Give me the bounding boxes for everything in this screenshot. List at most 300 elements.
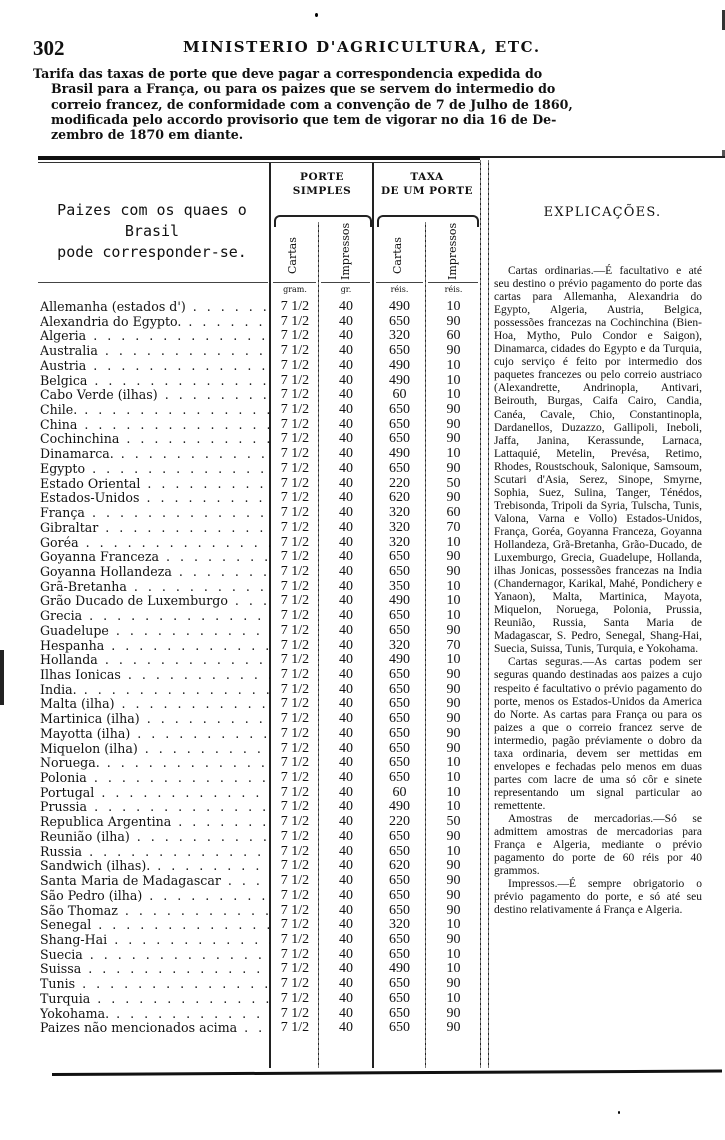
porte-impressos-cell: 40 (339, 990, 353, 1006)
ink-speck (315, 13, 318, 17)
taxa-impressos-cell: 90 (446, 667, 461, 682)
porte-impressos-cell: 40 (339, 490, 353, 506)
porte-impressos-cell: 40 (339, 593, 353, 609)
column-divider-dotted (488, 160, 489, 1068)
taxa-cartas-cell: 650 (389, 681, 410, 697)
header-line: DE UM PORTE (380, 185, 474, 197)
country-name: Estado Oriental . . . (40, 476, 270, 491)
porte-cartas-cell: 7 1/2 (280, 931, 310, 947)
taxa-de-um-porte-header (374, 170, 480, 198)
country-name: Russia . . . (40, 844, 270, 859)
porte-impressos-cell: 40 (339, 843, 353, 859)
porte-cartas-cell: 7 1/2 (280, 917, 310, 933)
table-row (0, 799, 480, 814)
porte-cartas-cell: 7 1/2 (280, 608, 310, 624)
taxa-impressos-cell: 70 (446, 519, 461, 535)
table-row (0, 358, 480, 373)
header-separator (273, 282, 316, 283)
taxa-impressos-cell: 90 (446, 681, 461, 697)
taxa-impressos-cell: 90 (446, 902, 461, 918)
taxa-cartas-cell: 490 (389, 652, 410, 668)
taxa-impressos-cell: 90 (446, 931, 461, 947)
taxa-cartas-cell: 650 (389, 402, 410, 418)
paragraph-lead: Amostras de mercadorias. (508, 812, 654, 825)
table-row (0, 638, 480, 653)
table-row (0, 947, 480, 962)
porte-impressos-cell: 40 (339, 387, 353, 403)
header-separator (428, 282, 478, 283)
table-row (0, 932, 480, 947)
porte-cartas-cell: 7 1/2 (280, 593, 310, 609)
paragraph-text: —É facultativo e até seu destino o prévio pagamento do porte das cartas para Allemanha, Alexandria do Egypto, Algeria, Austria, Belgica, possessões francezas na Cochinchina (Bien-Hoa, Mytho, Pulo Condor e Saigon), Dinamarca, cidades do Egypto e da Turquia, cujo serviço é feito por intermedio dos paquetes francezes ou pelo correio austriaco (Alexandrette, Andrinopla, Antivari, Beirouth, Burgas, Caifa Cairo, Candia, Canéa, Cavale, Chio, Constantinopla, Dardanellos, Duzazzo, Gallipoli, Ineboli, Jaffa, Janina, Kerassunde, Larnaca, Lattaquié, Metelin, Prevésa, Retimo, Rhodes, Roustschouk, Salonique, Samsoum, Scutari d'Asia, Serez, Sinope, Smyrne, Sophia, Suez, Sulina, Tanger, Ténédos, Trebisonda, Tripoli da Syria, Tulscha, Tunis, Valona, Varna e Vollo) Estados-Unidos, França, Goréa, Goyanna Franceza, Goyanna Hollandeza, Grã-Bretanha, Grão-Ducado, de Luxemburgo, Grecia, Guadelupe, Hollanda, ilhas Jonicas, possessões francezas na India (Chandernagor, Karikal, Mahé, Pondichery e Yanaon), Malta, Martinica, Mayota, Miquelon, Noruega, Polonia, Prussia, Reunião, Russia, Santa Maria de Madagascar, S. Pedro, Senegal, Shang-Hai, Suecia, Suissa, Tunis, Turquia, e Yokohama. (494, 265, 702, 656)
porte-impressos-cell: 40 (339, 961, 353, 977)
porte-cartas-cell: 7 1/2 (280, 976, 310, 992)
porte-impressos-cell: 40 (339, 534, 353, 550)
porte-cartas-cell: 7 1/2 (280, 637, 310, 653)
country-name: Cochinchina . . . (40, 431, 270, 446)
table-row (0, 387, 480, 402)
porte-cartas-cell: 7 1/2 (280, 887, 310, 903)
porte-impressos-cell: 40 (339, 328, 353, 344)
table-row (0, 903, 480, 918)
table-row (0, 652, 480, 667)
table-row (0, 417, 480, 432)
porte-cartas-cell: 7 1/2 (280, 622, 310, 638)
country-name: Austria . . . (40, 358, 270, 373)
taxa-cartas-cell: 490 (389, 372, 410, 388)
table-row (0, 402, 480, 417)
taxa-cartas-cell: 650 (389, 431, 410, 447)
taxa-impressos-cell: 90 (446, 402, 461, 418)
taxa-cartas-cell: 650 (389, 828, 410, 844)
table-row (0, 873, 480, 888)
taxa-cartas-cell: 320 (389, 917, 410, 933)
taxa-impressos-cell: 90 (446, 976, 461, 992)
table-row (0, 814, 480, 829)
country-name: Portugal . . . (40, 785, 270, 800)
porte-impressos-cell: 40 (339, 917, 353, 933)
taxa-impressos-cell: 10 (446, 990, 461, 1006)
country-name: Senegal . . . (40, 917, 270, 932)
title-line: Brasil para a França, ou para os paizes que se servem do intermedio do (51, 81, 556, 97)
porte-impressos-cell: 40 (339, 416, 353, 432)
country-name: Hespanha . . . (40, 638, 270, 653)
table-row (0, 520, 480, 535)
country-name: Suecia . . . (40, 947, 270, 962)
taxa-cartas-cell: 490 (389, 299, 410, 314)
country-name: São Pedro (ilha) . . . (40, 888, 270, 903)
taxa-cartas-cell: 60 (392, 784, 407, 800)
taxa-impressos-cell: 90 (446, 740, 461, 756)
porte-impressos-cell: 40 (339, 711, 353, 727)
taxa-cartas-cell: 650 (389, 563, 410, 579)
porte-cartas-cell: 7 1/2 (280, 372, 310, 388)
table-row (0, 770, 480, 785)
taxa-cartas-cell: 490 (389, 446, 410, 462)
page-number: 302 (33, 36, 65, 60)
table-row (0, 299, 480, 314)
table-bottom-rule (52, 1069, 722, 1076)
taxa-impressos-cell: 90 (446, 873, 461, 889)
porte-impressos-cell: 40 (339, 608, 353, 624)
unit-label: réis. (444, 285, 463, 294)
taxa-impressos-cell: 90 (446, 490, 461, 506)
paragraph-lead: Cartas seguras. (508, 656, 583, 669)
porte-cartas-cell: 7 1/2 (280, 770, 310, 786)
country-name: Goyanna Franceza . . . (40, 549, 270, 564)
unit-label: gram. (283, 285, 307, 294)
taxa-impressos-cell: 10 (446, 843, 461, 859)
table-row (0, 564, 480, 579)
table-title (33, 66, 705, 142)
title-line: correio francez, de conformidade com a convenção de 7 de Julho de 1860, (51, 96, 573, 112)
country-name: Polonia . . . (40, 770, 270, 785)
taxa-cartas-cell: 650 (389, 622, 410, 638)
country-name: Grã-Bretanha . . . (40, 579, 270, 594)
porte-impressos-cell: 40 (339, 902, 353, 918)
porte-cartas-cell: 7 1/2 (280, 1005, 310, 1021)
country-name: Cabo Verde (ilhas) . . . (40, 387, 270, 402)
running-head: MINISTERIO D'AGRICULTURA, ETC. (183, 38, 541, 56)
column-header-cartas: Cartas (286, 237, 299, 275)
country-name: Noruega. . . . (40, 755, 270, 770)
taxa-impressos-cell: 60 (446, 505, 461, 521)
table-row (0, 476, 480, 491)
header-line: SIMPLES (292, 185, 352, 197)
country-name: Gibraltar . . . (40, 520, 270, 535)
explicacoes-text (494, 265, 702, 917)
taxa-impressos-cell: 90 (446, 1020, 461, 1036)
table-row (0, 431, 480, 446)
porte-cartas-cell: 7 1/2 (280, 505, 310, 521)
taxa-impressos-cell: 90 (446, 460, 461, 476)
porte-impressos-cell: 40 (339, 313, 353, 329)
taxa-impressos-cell: 10 (446, 608, 461, 624)
porte-cartas-cell: 7 1/2 (280, 696, 310, 712)
taxa-impressos-cell: 10 (446, 755, 461, 771)
table-row (0, 505, 480, 520)
country-name: Guadelupe . . . (40, 623, 270, 638)
porte-cartas-cell: 7 1/2 (280, 299, 310, 314)
country-name: Australia . . . (40, 343, 270, 358)
porte-cartas-cell: 7 1/2 (280, 460, 310, 476)
ink-speck (618, 1111, 620, 1114)
table-row (0, 888, 480, 903)
title-line: Tarifa das taxas de porte que deve pagar a correspondencia expedida do (33, 66, 543, 81)
porte-cartas-cell: 7 1/2 (280, 402, 310, 418)
country-name: India. . . . (40, 682, 270, 697)
taxa-impressos-cell: 60 (446, 328, 461, 344)
taxa-impressos-cell: 10 (446, 372, 461, 388)
taxa-cartas-cell: 650 (389, 696, 410, 712)
taxa-cartas-cell: 650 (389, 549, 410, 565)
country-name: Grecia . . . (40, 608, 270, 623)
country-name: Goréa . . . (40, 535, 270, 550)
column-header-impressos: Impressos (339, 222, 352, 280)
taxa-impressos-cell: 90 (446, 725, 461, 741)
taxa-impressos-cell: 10 (446, 784, 461, 800)
porte-cartas-cell: 7 1/2 (280, 446, 310, 462)
porte-cartas-cell: 7 1/2 (280, 328, 310, 344)
porte-cartas-cell: 7 1/2 (280, 416, 310, 432)
country-name: Allemanha (estados d') . . . (40, 299, 270, 314)
header-separator (321, 282, 370, 283)
taxa-cartas-cell: 650 (389, 313, 410, 329)
porte-impressos-cell: 40 (339, 622, 353, 638)
porte-impressos-cell: 40 (339, 946, 353, 962)
taxa-cartas-cell: 60 (392, 387, 407, 403)
porte-cartas-cell: 7 1/2 (280, 490, 310, 506)
taxa-cartas-cell: 320 (389, 519, 410, 535)
porte-impressos-cell: 40 (339, 549, 353, 565)
country-name: Chile. . . . (40, 402, 270, 417)
porte-cartas-cell: 7 1/2 (280, 799, 310, 815)
taxa-cartas-cell: 650 (389, 931, 410, 947)
porte-cartas-cell: 7 1/2 (280, 873, 310, 889)
country-name: Tunis . . . (40, 976, 270, 991)
paragraph-lead: Impressos. (508, 878, 558, 891)
porte-cartas-cell: 7 1/2 (280, 681, 310, 697)
taxa-cartas-cell: 650 (389, 416, 410, 432)
table-row (0, 726, 480, 741)
country-name: Malta (ilha) . . . (40, 696, 270, 711)
taxa-cartas-cell: 320 (389, 534, 410, 550)
table-top-rule-thin (38, 162, 480, 163)
taxa-cartas-cell: 220 (389, 814, 410, 830)
porte-impressos-cell: 40 (339, 873, 353, 889)
table-row (0, 961, 480, 976)
taxa-impressos-cell: 90 (446, 416, 461, 432)
table-row (0, 844, 480, 859)
porte-cartas-cell: 7 1/2 (280, 902, 310, 918)
porte-impressos-cell: 40 (339, 299, 353, 314)
porte-cartas-cell: 7 1/2 (280, 740, 310, 756)
porte-impressos-cell: 40 (339, 828, 353, 844)
taxa-impressos-cell: 70 (446, 637, 461, 653)
country-name: Paizes não mencionados acima . . . (40, 1020, 270, 1035)
taxa-cartas-cell: 490 (389, 357, 410, 373)
table-row (0, 549, 480, 564)
header-line: pode corresponder-se. (57, 243, 247, 261)
paragraph-text: —As cartas podem ser seguras quando destinadas aos paizes a cujo respeito é facultativo o prévio pagamento do porte, menos os Estados-Unidos da America do Norte. As cartas para França ou para os paizes a que o correio francez serve de intermedio, pagão préviamente o dobro da taxa ordinaria, devem ser mettidas em envelopes e fechadas pelo menos em duas partes com lacre de uma só côr e sinete representando um signal particular ao remettente. (494, 656, 702, 812)
porte-cartas-cell: 7 1/2 (280, 784, 310, 800)
porte-cartas-cell: 7 1/2 (280, 534, 310, 550)
explicacoes-top-rule (480, 156, 725, 158)
taxa-cartas-cell: 650 (389, 1005, 410, 1021)
porte-cartas-cell: 7 1/2 (280, 1020, 310, 1036)
country-name: Santa Maria de Madagascar . . . (40, 873, 270, 888)
column-header-impressos: Impressos (446, 222, 459, 280)
porte-cartas-cell: 7 1/2 (280, 858, 310, 874)
porte-impressos-cell: 40 (339, 1020, 353, 1036)
taxa-impressos-cell: 90 (446, 431, 461, 447)
taxa-cartas-cell: 220 (389, 475, 410, 491)
taxa-impressos-cell: 10 (446, 357, 461, 373)
porte-impressos-cell: 40 (339, 637, 353, 653)
taxa-cartas-cell: 650 (389, 1020, 410, 1036)
header-brace (377, 215, 479, 227)
country-name: Alexandria do Egypto. . . . (40, 314, 270, 329)
country-name: Algeria . . . (40, 328, 270, 343)
explicacoes-paragraph (494, 813, 702, 878)
table-row (0, 608, 480, 623)
porte-impressos-cell: 40 (339, 1005, 353, 1021)
country-name: Goyanna Hollandeza . . . (40, 564, 270, 579)
taxa-impressos-cell: 10 (446, 652, 461, 668)
header-line: Paizes com os quaes o Brasil (57, 201, 247, 240)
header-line: TAXA (410, 171, 444, 183)
porte-impressos-cell: 40 (339, 696, 353, 712)
table-row (0, 579, 480, 594)
taxa-impressos-cell: 90 (446, 887, 461, 903)
table-row (0, 461, 480, 476)
taxa-cartas-cell: 650 (389, 946, 410, 962)
taxa-cartas-cell: 320 (389, 328, 410, 344)
porte-cartas-cell: 7 1/2 (280, 990, 310, 1006)
taxa-impressos-cell: 10 (446, 593, 461, 609)
table-row (0, 741, 480, 756)
taxa-impressos-cell: 10 (446, 578, 461, 594)
table-row (0, 682, 480, 697)
country-name: Suissa . . . (40, 961, 270, 976)
porte-cartas-cell: 7 1/2 (280, 828, 310, 844)
table-row (0, 785, 480, 800)
porte-cartas-cell: 7 1/2 (280, 387, 310, 403)
taxa-impressos-cell: 10 (446, 387, 461, 403)
explicacoes-title: EXPLICAÇÕES. (543, 205, 662, 220)
taxa-cartas-cell: 650 (389, 608, 410, 624)
taxa-impressos-cell: 90 (446, 711, 461, 727)
taxa-cartas-cell: 620 (389, 490, 410, 506)
porte-cartas-cell: 7 1/2 (280, 652, 310, 668)
porte-cartas-cell: 7 1/2 (280, 475, 310, 491)
title-line: modificada pelo accordo provisorio que tem de vigorar no dia 16 de De- (51, 111, 557, 127)
paragraph-lead: Cartas ordinarias. (508, 265, 594, 277)
porte-impressos-cell: 40 (339, 446, 353, 462)
table-row (0, 535, 480, 550)
country-name: Belgica . . . (40, 373, 270, 388)
explicacoes-paragraph (494, 265, 702, 656)
porte-impressos-cell: 40 (339, 667, 353, 682)
title-line: zembro de 1870 em diante. (51, 127, 244, 143)
taxa-cartas-cell: 320 (389, 505, 410, 521)
taxa-cartas-cell: 650 (389, 755, 410, 771)
header-brace (274, 215, 372, 227)
taxa-impressos-cell: 10 (446, 446, 461, 462)
country-name: Sandwich (ilhas). . . . (40, 858, 270, 873)
taxa-impressos-cell: 10 (446, 770, 461, 786)
porte-impressos-cell: 40 (339, 343, 353, 359)
table-row (0, 711, 480, 726)
taxa-cartas-cell: 650 (389, 902, 410, 918)
country-name: França . . . (40, 505, 270, 520)
table-row (0, 991, 480, 1006)
table-row (0, 446, 480, 461)
porte-simples-header (272, 170, 372, 198)
porte-impressos-cell: 40 (339, 460, 353, 476)
country-name: Grão Ducado de Luxemburgo . . . (40, 593, 270, 608)
porte-cartas-cell: 7 1/2 (280, 431, 310, 447)
porte-impressos-cell: 40 (339, 858, 353, 874)
porte-impressos-cell: 40 (339, 799, 353, 815)
country-name: Prussia . . . (40, 799, 270, 814)
taxa-cartas-cell: 620 (389, 858, 410, 874)
porte-cartas-cell: 7 1/2 (280, 549, 310, 565)
porte-cartas-cell: 7 1/2 (280, 667, 310, 682)
table-row (0, 755, 480, 770)
taxa-cartas-cell: 650 (389, 711, 410, 727)
porte-impressos-cell: 40 (339, 740, 353, 756)
porte-impressos-cell: 40 (339, 784, 353, 800)
country-name: Martinica (ilha) . . . (40, 711, 270, 726)
taxa-impressos-cell: 90 (446, 858, 461, 874)
taxa-impressos-cell: 90 (446, 549, 461, 565)
column-divider-dotted (480, 160, 481, 1068)
taxa-impressos-cell: 90 (446, 828, 461, 844)
unit-label: gr. (340, 285, 352, 294)
taxa-impressos-cell: 90 (446, 563, 461, 579)
porte-impressos-cell: 40 (339, 578, 353, 594)
taxa-impressos-cell: 10 (446, 799, 461, 815)
porte-cartas-cell: 7 1/2 (280, 755, 310, 771)
porte-cartas-cell: 7 1/2 (280, 519, 310, 535)
porte-cartas-cell: 7 1/2 (280, 946, 310, 962)
taxa-impressos-cell: 90 (446, 313, 461, 329)
country-name: Miquelon (ilha) . . . (40, 741, 270, 756)
taxa-cartas-cell: 490 (389, 799, 410, 815)
table-row (0, 829, 480, 844)
taxa-cartas-cell: 650 (389, 725, 410, 741)
taxa-impressos-cell: 10 (446, 534, 461, 550)
porte-cartas-cell: 7 1/2 (280, 711, 310, 727)
porte-impressos-cell: 40 (339, 887, 353, 903)
table-row (0, 373, 480, 388)
porte-impressos-cell: 40 (339, 931, 353, 947)
header-separator (38, 282, 268, 283)
taxa-cartas-cell: 650 (389, 740, 410, 756)
table-row (0, 593, 480, 608)
porte-impressos-cell: 40 (339, 725, 353, 741)
taxa-cartas-cell: 490 (389, 593, 410, 609)
country-name: Estados-Unidos . . . (40, 490, 270, 505)
header-line: PORTE (300, 171, 344, 183)
country-name: Yokohama. . . . (40, 1006, 270, 1021)
porte-cartas-cell: 7 1/2 (280, 725, 310, 741)
porte-impressos-cell: 40 (339, 372, 353, 388)
porte-impressos-cell: 40 (339, 652, 353, 668)
taxa-impressos-cell: 10 (446, 946, 461, 962)
table-row (0, 976, 480, 991)
country-name: Ilhas Ionicas . . . (40, 667, 270, 682)
porte-impressos-cell: 40 (339, 519, 353, 535)
taxa-cartas-cell: 490 (389, 961, 410, 977)
table-row (0, 696, 480, 711)
table-row (0, 858, 480, 873)
country-name: Mayotta (ilha) . . . (40, 726, 270, 741)
taxa-cartas-cell: 650 (389, 843, 410, 859)
taxa-impressos-cell: 90 (446, 1005, 461, 1021)
porte-impressos-cell: 40 (339, 357, 353, 373)
country-name: Shang-Hai . . . (40, 932, 270, 947)
taxa-impressos-cell: 90 (446, 343, 461, 359)
table-row (0, 1006, 480, 1021)
taxa-cartas-cell: 650 (389, 667, 410, 682)
taxa-impressos-cell: 90 (446, 696, 461, 712)
country-name: China . . . (40, 417, 270, 432)
country-name: São Thomaz . . . (40, 903, 270, 918)
unit-label: réis. (390, 285, 409, 294)
porte-cartas-cell: 7 1/2 (280, 313, 310, 329)
